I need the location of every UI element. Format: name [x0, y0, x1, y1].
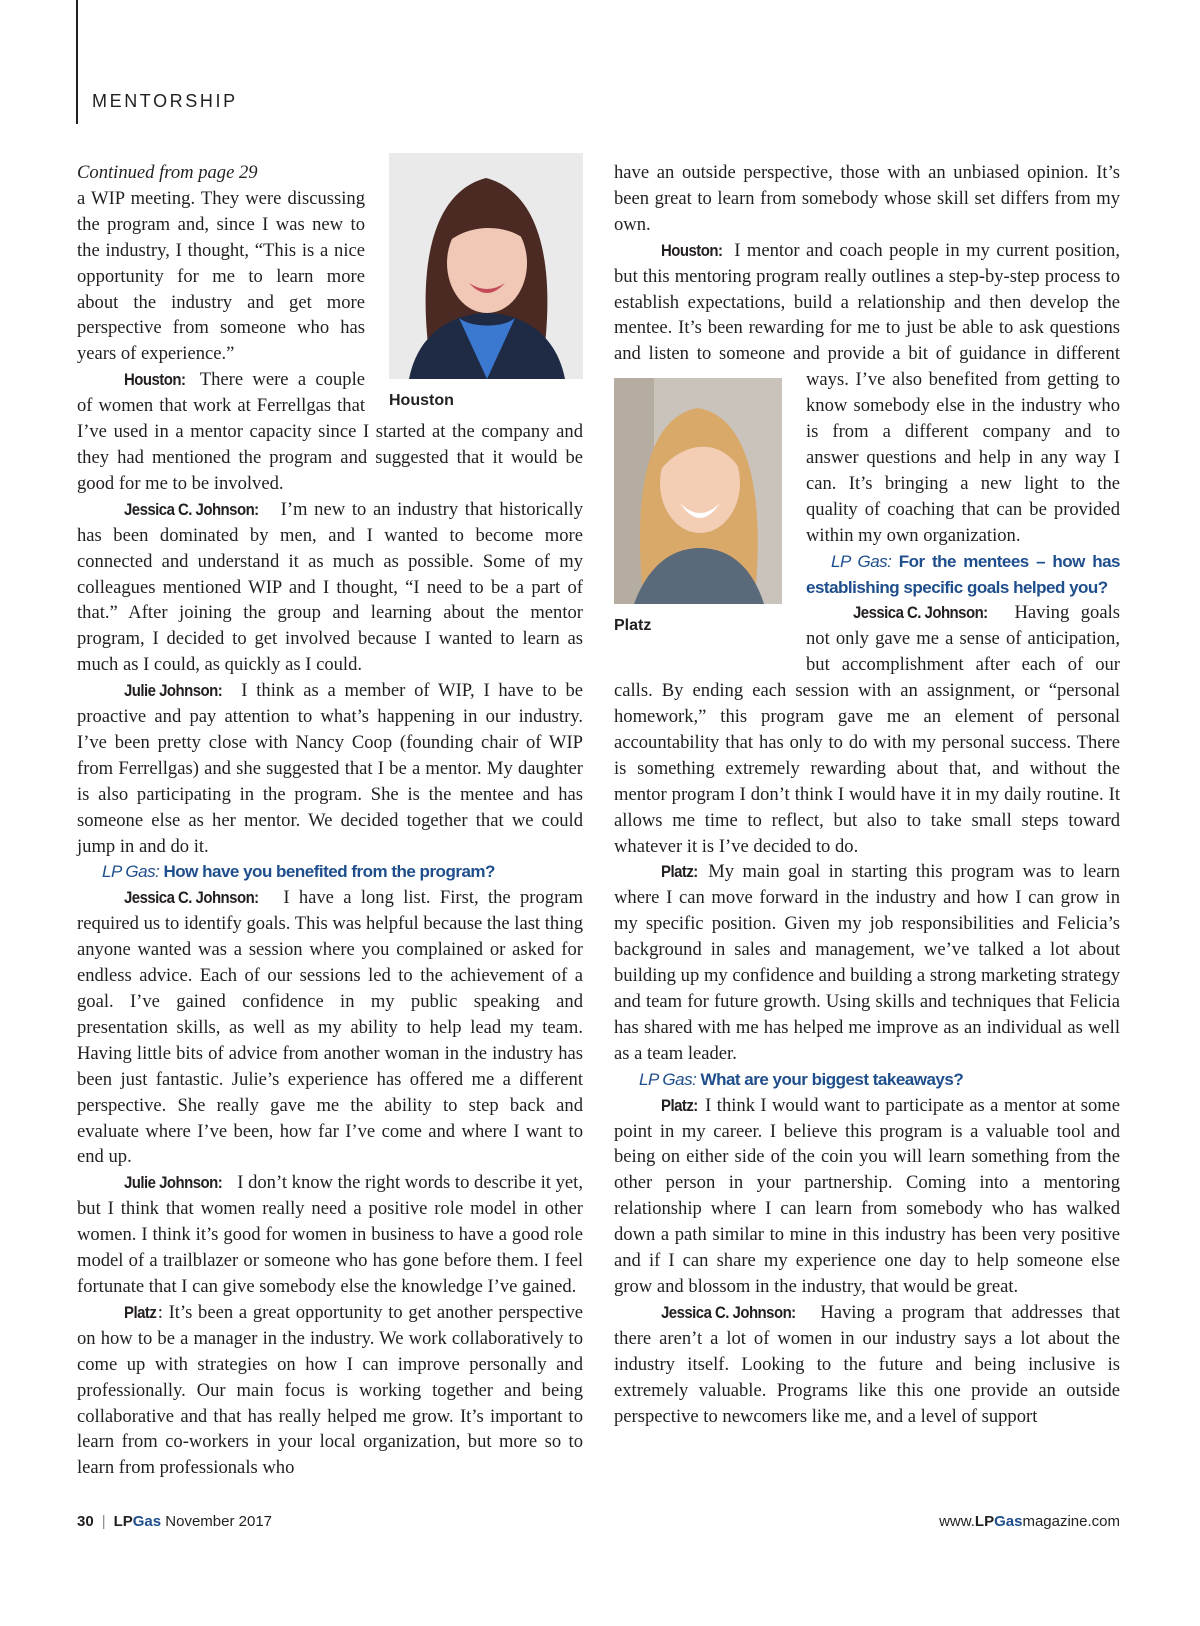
question-heading: LP Gas: For the mentees – how has establishing specific goals helped you? — [806, 551, 1120, 597]
houston-figure — [389, 153, 583, 411]
footer-separator: | — [101, 1513, 106, 1530]
speaker-name: Jessica C. Johnson: — [853, 603, 988, 623]
paragraph: Julie Johnson: I think as a member of WIP, I have to be proactive and pay attention to what’s happening in our industry. I’ve been pretty close with Nancy Coop (founding chair of WIP from Ferrellgas) and she suggested that I be a mentor. My daughter is also participating in the program. She is the mentee and has someone else as her mentor. We decided together that we could jump in and do it. — [77, 680, 583, 857]
paragraph: Jessica C. Johnson: Having a program that addresses that there aren’t a lot of women in our industry says a lot about the industry itself. Looking to the future and being inclusive is extremely valuable. Programs like this one provide an outside perspective to newcomers like me, and a level of support — [614, 1301, 1120, 1427]
houston-caption: Houston — [389, 392, 454, 409]
paragraph: have an outside perspective, those with an unbiased opinion. It’s been great to learn from somebody whose skill set differs from my own. — [614, 162, 1120, 235]
platz-figure — [614, 378, 782, 636]
paragraph: Jessica C. Johnson: I’m new to an industry that historically has been dominated by men, and I wanted to become more connected and understand it as much as possible. Some of my colleagues mentioned WIP and I thought, “I need to be a part of that.” After joining the group and learning about the mentor program, I decided to get involved because I wanted to learn as much as I could, as quickly as I could. — [77, 498, 583, 676]
speaker-name: Houston: — [661, 240, 723, 260]
speaker-name: Jessica C. Johnson: — [124, 499, 259, 519]
paragraph: Houston: There were a couple of women that work at Ferrellgas that I’ve used in a mentor capacity since I started at the company and they had mentioned the program and suggested that it would be good for me to be involved. — [77, 369, 583, 494]
page-footer — [77, 1513, 1120, 1530]
magazine-name-gas: Gas — [132, 1513, 162, 1530]
paragraph: Jessica C. Johnson: I have a long list. First, the program required us to identify goals. This was helpful because the last thing anyone wanted was a session where you complained or asked for endless advice. Each of our sessions led to the achievement of a goal. I’ve gained confidence in my public speaking and presentation skills, as well as my ability to help lead my team. Having little bits of advice from another woman in the industry has been just fantastic. Julie’s experience has offered me a different perspective. She really gave me the ability to step back and evaluate where I’ve been, how far I’ve come and where I want to end up. — [77, 887, 583, 1168]
speaker-name: Julie Johnson: — [124, 1173, 223, 1193]
paragraph: Platz: My main goal in starting this program was to learn where I can move forward in the industry and how I can grow in my specific position. Given my job responsibilities and Felicia’s background in sales and management, we’ve talked a lot about building up my confidence and building a strong marketing strategy and team for future growth. Using skills and techniques that Felicia has shared with me has helped me improve as an individual as well as a team leader. — [614, 861, 1120, 1064]
paragraph: Platz: I think I would want to participate as a mentor at some point in my career. I believe this program is a valuable tool and being on either side of the coin you will learn something from the other person in your partnership. Coming into a mentoring relationship where I can learn from somebody who has walked down a path similar to mine in this industry has been very positive and if I can share my experience one day to help someone else grow and blossom in the industry, that would be great. — [614, 1094, 1120, 1297]
platz-caption: Platz — [614, 617, 652, 635]
question-heading: LP Gas: What are your biggest takeaways? — [639, 1069, 964, 1089]
question-heading: LP Gas: How have you benefited from the program? — [102, 862, 495, 882]
platz-portrait-svg — [614, 378, 782, 604]
section-label: MENTORSHIP — [92, 91, 238, 111]
right-column — [614, 160, 1120, 1429]
magazine-name-lp: LP — [113, 1513, 133, 1530]
speaker-name: Houston: — [124, 370, 186, 390]
speaker-name: Platz — [124, 1302, 157, 1322]
continued-note: Continued from page 29 — [77, 162, 258, 183]
speaker-name: Jessica C. Johnson: — [124, 888, 259, 908]
left-column — [77, 160, 583, 1481]
issue-date: November 2017 — [161, 1513, 273, 1530]
speaker-name: Julie Johnson: — [124, 681, 223, 701]
paragraph: Platz: It’s been a great opportunity to get another perspective on how to be a manager in the industry. We work collaboratively to come up with strategies on how I can improve personally and professionally. Our main focus is working together and being collaborative and that has really helped me grow. It’s important to learn from co-workers in your local organization, but more so to learn from professionals who — [77, 1301, 583, 1479]
houston-portrait-svg — [389, 153, 583, 379]
speaker-name: Platz: — [661, 862, 698, 882]
houston-portrait-photo — [389, 153, 583, 379]
speaker-name: Platz: — [661, 1095, 698, 1115]
speaker-name: Jessica C. Johnson: — [661, 1302, 796, 1322]
page-number: 30 — [77, 1513, 94, 1530]
paragraph: Jessica C. Johnson: Having goals not only gave me a sense of anticipation, but accomplishment after each of our calls. By ending each session with an assignment, or “personal homework,” this program gave me an element of personal accountability that has only to do with my personal success. There is something extremely rewarding about that, and without the mentor program I don’t think I would have it in my daily routine. It allows me time to reflect, but also to take small steps toward whatever it is I’ve decided to do. — [614, 602, 1120, 857]
paragraph: Houston: I mentor and coach people in my current position, but this mentoring program really outlines a step-by-step process to establish expectations, build a relationship and then develop the mentee. It’s been rewarding for me to just be able to ask questions and listen to someone and provide a bit of guidance in different ways. I’ve also benefited from getting to know somebody else in the industry who is from a different company and to answer questions and help in any way I can. It’s bringing a new light to the quality of coaching that can be provided within my own organization. — [614, 238, 1120, 549]
header-rule — [76, 0, 78, 124]
paragraph: a WIP meeting. They were discussing the program and, since I was new to the industry, I thought, “This is a nice opportunity for me to learn more about the industry and get more perspective from someone who has years of experience.” — [77, 187, 365, 365]
platz-portrait-photo — [614, 378, 782, 604]
magazine-url[interactable]: www.LPGasmagazine.com — [939, 1513, 1120, 1530]
paragraph: Julie Johnson: I don’t know the right words to describe it yet, but I think that women really need a positive role model in other women. I think it’s good for women in business to have a good role model of a trailblazer or someone who has gone before them. I feel fortunate that I can give somebody else the knowledge I’ve gained. — [77, 1172, 583, 1297]
